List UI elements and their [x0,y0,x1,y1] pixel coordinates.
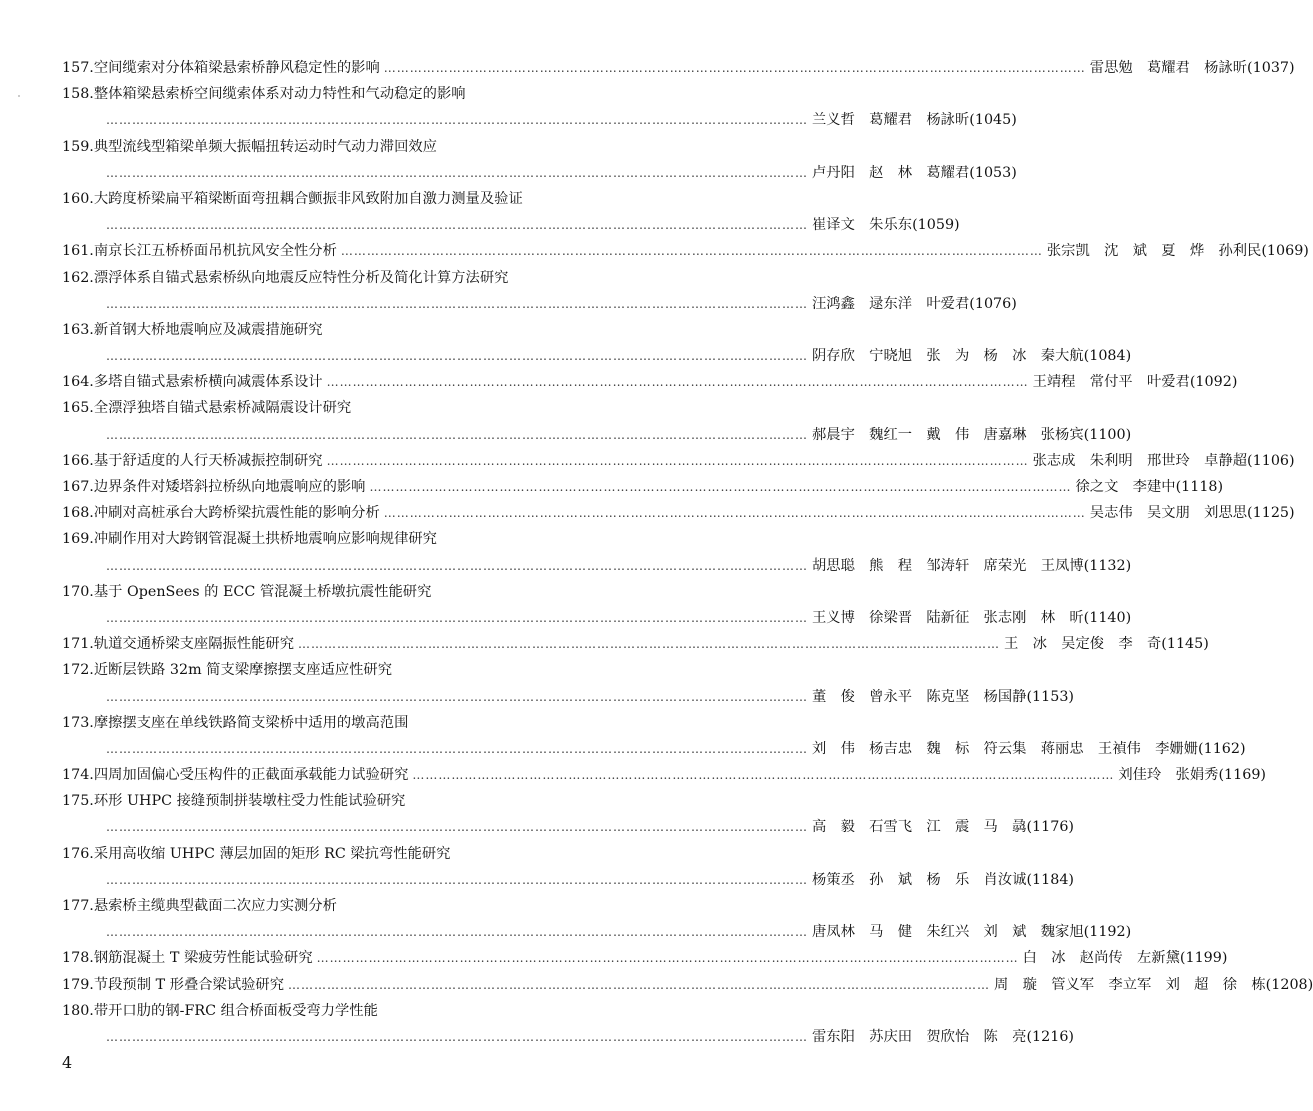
page-number: 4 [62,1053,73,1072]
dot-leader: ……………………………………………………………………………………………………………………………………………… [369,480,1072,494]
toc-entry-title-line [62,395,730,421]
entry-page-ref: (1216) [1026,1028,1074,1045]
entry-authors: 吴志伟 吴文朋 刘思思 [1089,505,1248,522]
entry-title: 新首钢大桥地震响应及减震措施研究 [93,321,323,338]
entry-number: 161. [62,243,94,260]
entry-number: 162. [62,269,94,286]
entry-page-ref: (1125) [1247,505,1295,522]
toc-entry-title-line [62,81,730,107]
toc-entry-title-line [62,265,730,291]
entry-title: 节段预制 T 形叠合梁试验研究 [93,976,285,993]
toc-entry-title-line [62,945,1228,971]
toc-entry-author-line [62,291,1017,317]
toc-entry-title-line [62,762,1266,788]
entry-authors: 雷思勉 葛耀君 杨詠昕 [1089,60,1248,76]
toc-entry[interactable] [62,579,1132,631]
dot-leader: ……………………………………………………………………………………………………………………………………………… [106,741,808,756]
toc-entry[interactable] [62,972,1313,998]
entry-authors: 张宗凯 沈 斌 夏 烨 孙利民 [1046,243,1262,260]
entry-number: 157. [62,60,94,76]
entry-authors: 徐之文 李建中 [1075,479,1176,495]
toc-entry[interactable] [62,762,1266,788]
toc-entry-title-line [62,238,1309,264]
dot-leader: ……………………………………………………………………………………………………………………………………………… [106,820,808,835]
entry-authors: 王靖程 常付平 叶爱君 [1032,374,1190,391]
toc-entry-author-line [62,814,1074,840]
entry-page-ref: (1153) [1026,688,1074,705]
entry-authors: 杨策丞 孙 斌 杨 乐 肖汝诚 [812,871,1027,888]
dot-leader: ……………………………………………………………………………………………………………………………………………… [106,558,808,573]
toc-entry-author-line [62,107,1017,133]
toc-entry[interactable] [62,893,1132,945]
toc-entry-title-line [62,186,730,212]
toc-entry-title-line [62,474,1224,500]
entry-page-ref: (1140) [1083,609,1132,626]
toc-entry-title-line [62,448,1295,474]
entry-authors: 高 毅 石雪飞 江 震 马 骉 [812,819,1027,836]
toc-entry-author-line [62,605,1132,631]
dot-leader: ……………………………………………………………………………………………………………………………………………… [383,506,1086,521]
toc-entry[interactable] [62,265,1017,317]
entry-number: 171. [62,636,94,653]
dot-leader: ……………………………………………………………………………………………………………………………………………… [106,427,808,442]
entry-number: 172. [62,662,94,679]
entry-page-ref: (1162) [1198,740,1246,757]
toc-entry-title-line [62,55,1295,81]
toc-entry-title-line [62,579,730,605]
dot-leader: ……………………………………………………………………………………………………………………………………………… [383,61,1086,75]
toc-entry[interactable] [62,657,1074,709]
entry-authors: 董 俊 曾永平 陈克坚 杨国静 [812,688,1027,705]
entry-number: 165. [62,400,94,417]
entry-authors: 王义博 徐梁晋 陆新征 张志刚 林 昕 [812,609,1084,626]
toc-entry[interactable] [62,238,1309,264]
dot-leader: ……………………………………………………………………………………………………………………………………………… [106,872,808,887]
entry-title: 带开口肋的钢-FRC 组合桥面板受弯力学性能 [93,1002,378,1019]
entry-number: 160. [62,190,94,207]
toc-entry-author-line [62,422,1132,448]
entry-authors: 周 璇 管义军 李立军 刘 超 徐 栋 [994,976,1266,993]
entry-title: 多塔自锚式悬索桥横向减震体系设计 [93,374,323,391]
entry-number: 166. [62,452,94,469]
entry-title: 环形 UHPC 接缝预制拼装墩柱受力性能试验研究 [93,793,406,810]
table-of-contents [62,55,1313,1050]
entry-authors: 雷东阳 苏庆田 贺欣怡 陈 亮 [812,1028,1027,1045]
toc-entry[interactable] [62,631,1209,657]
toc-entry-title-line [62,972,1313,998]
entry-number: 169. [62,531,94,548]
dot-leader: ……………………………………………………………………………………………………………………………………………… [106,349,808,364]
toc-entry[interactable] [62,186,960,238]
entry-number: 168. [62,505,94,522]
scan-mark [18,95,20,97]
entry-page-ref: (1132) [1083,557,1132,574]
entry-authors: 王 冰 吴定俊 李 奇 [1004,636,1162,653]
entry-authors: 唐凤林 马 健 朱红兴 刘 斌 魏家旭 [812,924,1084,941]
toc-entry[interactable] [62,500,1295,526]
entry-page-ref: (1199) [1179,950,1228,967]
toc-entry-title-line [62,841,730,867]
toc-entry-title-line [62,317,730,343]
entry-page-ref: (1145) [1161,636,1209,653]
entry-title: 典型流线型箱梁单频大振幅扭转运动时气动力滞回效应 [93,138,437,155]
entry-number: 174. [62,767,94,784]
entry-title: 采用高收缩 UHPC 薄层加固的矩形 RC 梁抗弯性能研究 [93,845,451,862]
entry-authors: 卢丹阳 赵 林 葛耀君 [812,164,970,181]
toc-entry-author-line [62,160,1017,186]
dot-leader: ……………………………………………………………………………………………………………………………………………… [298,637,1000,652]
dot-leader: ……………………………………………………………………………………………………………………………………………… [326,453,1029,468]
entry-authors: 汪鸿鑫 逯东洋 叶爱君 [812,295,970,312]
entry-title: 边界条件对矮塔斜拉桥纵向地震响应的影响 [93,479,366,495]
entry-page-ref: (1192) [1083,924,1132,941]
entry-title: 大跨度桥梁扁平箱梁断面弯扭耦合颤振非风致附加自激力测量及验证 [93,190,523,207]
entry-title: 钢筋混凝土 T 梁疲劳性能试验研究 [93,950,313,967]
entry-authors: 刘 伟 杨吉忠 魏 标 符云集 蒋丽忠 王禎伟 李姗姗 [812,740,1199,757]
entry-authors: 阴存欣 宁晓旭 张 为 杨 冰 秦大航 [812,348,1084,365]
toc-entry-author-line [62,553,1132,579]
toc-entry[interactable] [62,526,1132,578]
entry-page-ref: (1118) [1175,479,1224,495]
toc-entry-author-line [62,212,960,238]
dot-leader: ……………………………………………………………………………………………………………………………………………… [106,1029,808,1044]
entry-number: 170. [62,583,94,600]
dot-leader: ……………………………………………………………………………………………………………………………………………… [412,768,1115,783]
toc-entry-title-line [62,893,730,919]
toc-entry[interactable] [62,788,1074,840]
toc-entry[interactable] [62,81,1017,133]
dot-leader: ……………………………………………………………………………………………………………………………………………… [106,689,808,704]
toc-entry[interactable] [62,841,1074,893]
entry-title: 基于 OpenSees 的 ECC 管混凝土桥墩抗震性能研究 [93,583,432,600]
entry-number: 180. [62,1002,94,1019]
dot-leader: ……………………………………………………………………………………………………………………………………………… [326,375,1029,390]
entry-authors: 郝晨宇 魏红一 戴 伟 唐嘉琳 张杨宾 [812,426,1084,443]
dot-leader: ……………………………………………………………………………………………………………………………………………… [340,244,1043,259]
toc-entry-title-line [62,526,730,552]
entry-authors: 兰义哲 葛耀君 杨詠昕 [812,112,970,129]
entry-number: 159. [62,138,94,155]
dot-leader: ……………………………………………………………………………………………………………………………………………… [106,296,808,311]
toc-entry-title-line [62,657,730,683]
entry-title: 漂浮体系自锚式悬索桥纵向地震反应特性分析及简化计算方法研究 [93,269,509,286]
entry-title: 整体箱梁悬索桥空间缆索体系对动力特性和气动稳定的影响 [93,86,466,103]
toc-entry-author-line [62,684,1074,710]
entry-number: 175. [62,793,94,810]
toc-entry-author-line [62,736,1246,762]
entry-page-ref: (1053) [969,164,1017,181]
toc-entry-title-line [62,369,1238,395]
toc-entry[interactable] [62,474,1224,500]
entry-page-ref: (1069) [1261,243,1309,260]
toc-entry-title-line [62,134,730,160]
toc-entry-title-line [62,788,730,814]
toc-entry[interactable] [62,134,1017,186]
toc-entry-title-line [62,998,730,1024]
entry-page-ref: (1184) [1026,871,1074,888]
dot-leader: ……………………………………………………………………………………………………………………………………………… [106,218,808,233]
toc-entry[interactable] [62,369,1238,395]
entry-title: 冲刷对高桩承台大跨桥梁抗震性能的影响分析 [93,505,380,522]
entry-page-ref: (1045) [969,112,1017,129]
toc-entry-title-line [62,500,1295,526]
toc-entry[interactable] [62,998,1074,1050]
entry-page-ref: (1208) [1265,976,1313,993]
toc-entry-author-line [62,1024,1074,1050]
entry-number: 158. [62,86,94,103]
entry-number: 163. [62,321,94,338]
entry-authors: 白 冰 赵尚传 左新黛 [1022,950,1180,967]
toc-entry[interactable] [62,395,1132,447]
entry-page-ref: (1176) [1026,819,1074,836]
entry-number: 164. [62,374,94,391]
toc-entry[interactable] [62,448,1295,474]
toc-entry-author-line [62,343,1132,369]
entry-number: 179. [62,976,94,993]
toc-entry[interactable] [62,55,1295,81]
entry-title: 悬索桥主缆典型截面二次应力实测分析 [93,898,337,914]
entry-page-ref: (1092) [1189,374,1238,391]
entry-number: 167. [62,479,94,495]
entry-title: 全漂浮独塔自锚式悬索桥减隔震设计研究 [93,400,352,417]
entry-title: 摩擦摆支座在单线铁路简支梁桥中适用的墩高范围 [93,714,409,731]
dot-leader: ……………………………………………………………………………………………………………………………………………… [106,610,808,625]
entry-title: 冲刷作用对大跨钢管混凝土拱桥地震响应影响规律研究 [93,531,437,548]
entry-title: 近断层铁路 32m 简支梁摩擦摆支座适应性研究 [93,662,393,679]
toc-entry[interactable] [62,710,1246,762]
toc-entry[interactable] [62,317,1132,369]
entry-page-ref: (1106) [1247,452,1295,469]
entry-page-ref: (1059) [912,217,960,234]
entry-page-ref: (1084) [1083,348,1132,365]
entry-title: 基于舒适度的人行天桥减振控制研究 [93,452,323,469]
entry-title: 空间缆索对分体箱梁悬索桥静风稳定性的影响 [93,60,380,76]
toc-entry-author-line [62,867,1074,893]
dot-leader: ……………………………………………………………………………………………………………………………………………… [316,951,1019,966]
toc-entry-title-line [62,631,1209,657]
toc-entry-title-line [62,710,730,736]
entry-number: 178. [62,950,94,967]
entry-number: 173. [62,714,94,731]
entry-authors: 刘佳玲 张娟秀 [1118,767,1219,784]
entry-page-ref: (1076) [969,295,1017,312]
entry-number: 176. [62,845,94,862]
entry-page-ref: (1100) [1083,426,1132,443]
entry-page-ref: (1169) [1218,767,1266,784]
dot-leader: ……………………………………………………………………………………………………………………………………………… [288,977,991,992]
entry-authors: 张志成 朱利明 邢世玲 卓静超 [1032,452,1248,469]
entry-authors: 崔译文 朱乐东 [812,217,913,234]
entry-number: 177. [62,898,94,914]
toc-entry[interactable] [62,945,1228,971]
entry-title: 四周加固偏心受压构件的正截面承载能力试验研究 [93,767,409,784]
entry-title: 轨道交通桥梁支座隔振性能研究 [93,636,294,653]
entry-authors: 胡思聪 熊 程 邹涛轩 席荣光 王凤博 [812,557,1084,574]
entry-page-ref: (1037) [1247,60,1295,76]
dot-leader: ……………………………………………………………………………………………………………………………………………… [106,165,808,180]
toc-entry-author-line [62,919,1132,945]
entry-title: 南京长江五桥桥面吊机抗风安全性分析 [93,243,337,260]
dot-leader: ……………………………………………………………………………………………………………………………………………… [106,113,808,128]
dot-leader: ……………………………………………………………………………………………………………………………………………… [106,925,808,940]
